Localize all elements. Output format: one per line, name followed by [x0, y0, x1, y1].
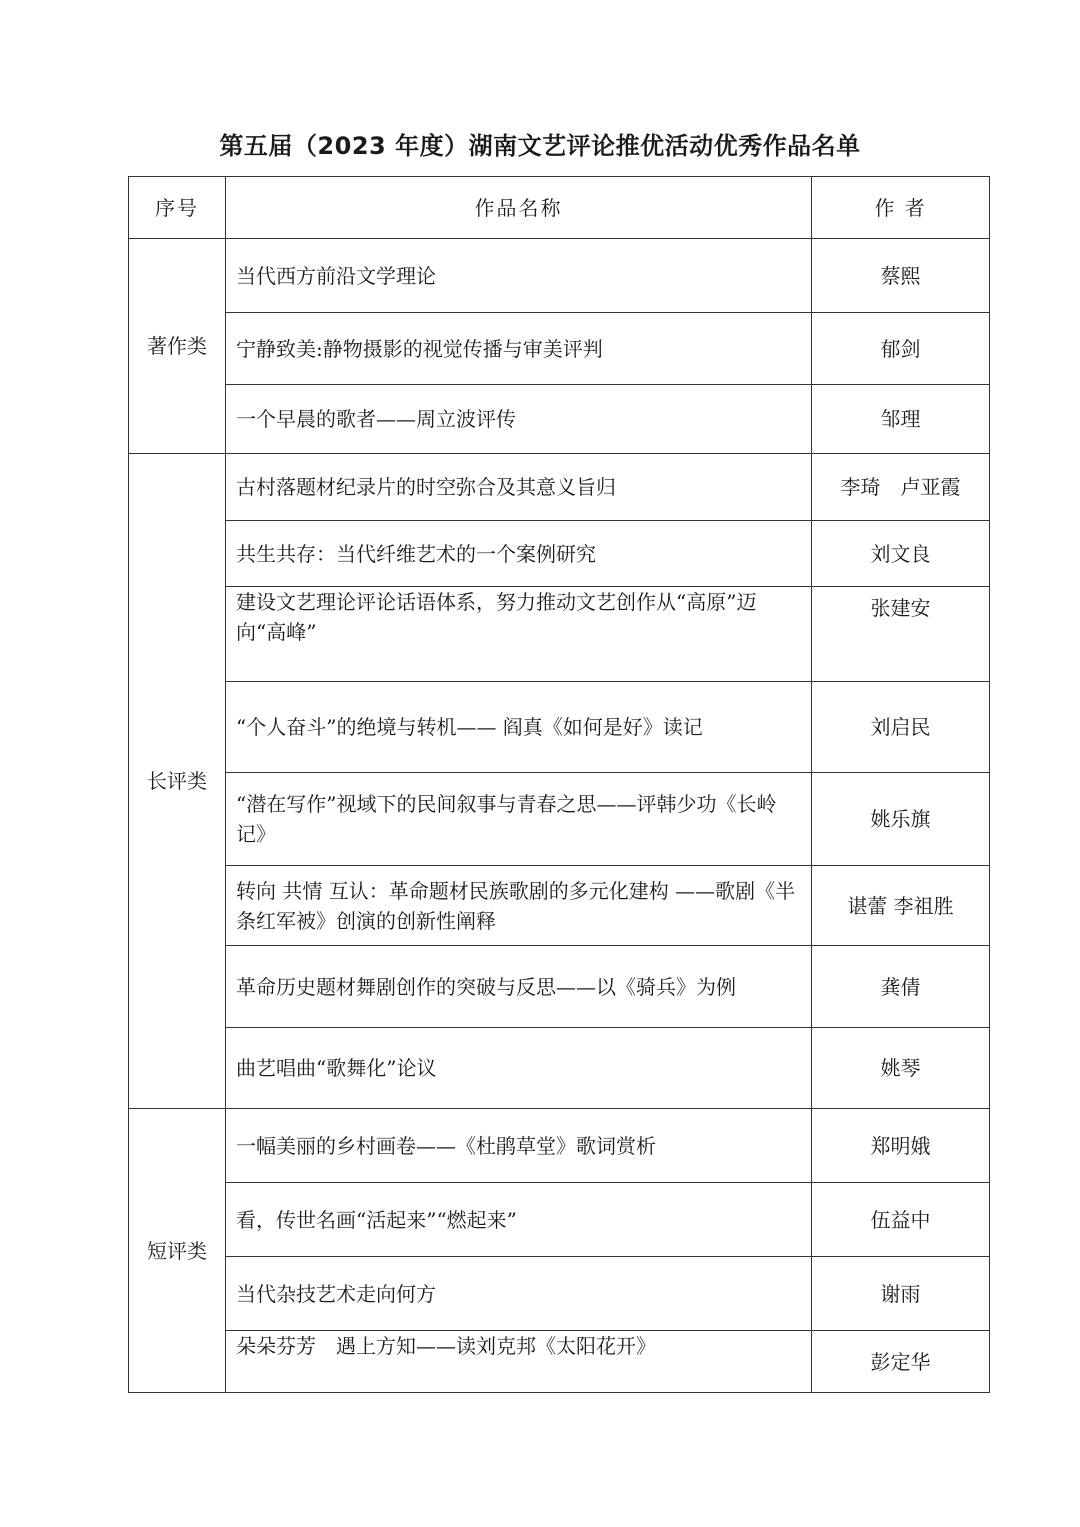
header-author: 作 者	[812, 177, 990, 239]
work-title: 革命历史题材舞剧创作的突破与反思——以《骑兵》为例	[226, 946, 812, 1028]
header-work: 作品名称	[226, 177, 812, 239]
table-row	[129, 773, 990, 866]
work-title: 共生共存：当代纤维艺术的一个案例研究	[226, 521, 812, 587]
work-title: 宁静致美:静物摄影的视觉传播与审美评判	[226, 313, 812, 385]
table-row	[129, 587, 990, 682]
work-title: 当代西方前沿文学理论	[226, 239, 812, 313]
author-name: 谌蕾 李祖胜	[812, 866, 990, 946]
table-row	[129, 1109, 990, 1183]
author-name: 姚琴	[812, 1028, 990, 1109]
work-title: 朵朵芬芳 遇上方知——读刘克邦《太阳花开》	[226, 1331, 812, 1393]
work-title: 当代杂技艺术走向何方	[226, 1257, 812, 1331]
author-name: 彭定华	[812, 1331, 990, 1393]
table-row	[129, 239, 990, 313]
table-row	[129, 385, 990, 454]
header-seq: 序号	[129, 177, 226, 239]
category-cell: 著作类	[129, 239, 226, 454]
author-name: 刘启民	[812, 682, 990, 773]
work-title: 转向 共情 互认：革命题材民族歌剧的多元化建构 ——歌剧《半条红军被》创演的创新性阐释	[226, 866, 812, 946]
author-name: 刘文良	[812, 521, 990, 587]
table-row	[129, 521, 990, 587]
author-name: 谢雨	[812, 1257, 990, 1331]
author-name: 李琦 卢亚霞	[812, 454, 990, 521]
work-title: 一个早晨的歌者——周立波评传	[226, 385, 812, 454]
work-title: 看，传世名画“活起来”“燃起来”	[226, 1183, 812, 1257]
work-title: 古村落题材纪录片的时空弥合及其意义旨归	[226, 454, 812, 521]
author-name: 伍益中	[812, 1183, 990, 1257]
work-title: “潜在写作”视域下的民间叙事与青春之思——评韩少功《长岭记》	[226, 773, 812, 866]
author-name: 张建安	[812, 587, 990, 682]
work-title: “个人奋斗”的绝境与转机—— 阎真《如何是好》读记	[226, 682, 812, 773]
author-name: 郁剑	[812, 313, 990, 385]
author-name: 蔡熙	[812, 239, 990, 313]
category-cell: 长评类	[129, 454, 226, 1109]
table-row	[129, 866, 990, 946]
work-title: 一幅美丽的乡村画卷——《杜鹃草堂》歌词赏析	[226, 1109, 812, 1183]
author-name: 姚乐旗	[812, 773, 990, 866]
table-row	[129, 1257, 990, 1331]
table-row	[129, 682, 990, 773]
table-row	[129, 313, 990, 385]
table-row	[129, 1183, 990, 1257]
table-header-row	[129, 177, 990, 239]
table-row	[129, 946, 990, 1028]
award-list-table	[128, 176, 990, 1393]
author-name: 龚倩	[812, 946, 990, 1028]
table-row	[129, 454, 990, 521]
author-name: 郑明娥	[812, 1109, 990, 1183]
work-title: 建设文艺理论评论话语体系，努力推动文艺创作从“高原”迈向“高峰”	[226, 587, 812, 682]
table-row	[129, 1028, 990, 1109]
category-cell: 短评类	[129, 1109, 226, 1393]
author-name: 邹理	[812, 385, 990, 454]
work-title: 曲艺唱曲“歌舞化”论议	[226, 1028, 812, 1109]
document-title: 第五届（2023 年度）湖南文艺评论推优活动优秀作品名单	[219, 132, 861, 160]
table-row	[129, 1331, 990, 1393]
